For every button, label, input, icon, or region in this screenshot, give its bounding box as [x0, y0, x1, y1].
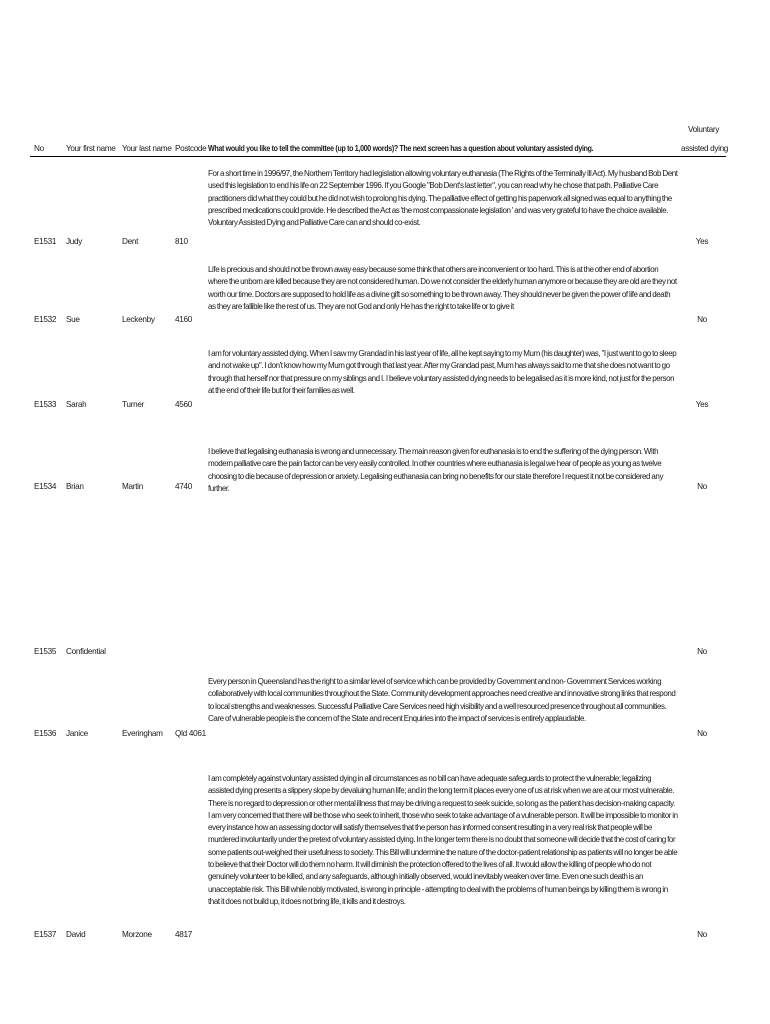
row-last-name: Leckenby: [122, 315, 155, 324]
row-comment: I am for voluntary assisted dying. When I saw my Grandad in his last year of life, all he kept saying to my Mum (his daughter) was, "I just want to go to sleep and not wake up". I don't know how my Mum got through that last year. After my Grandad past, Mum has always said to me that she does not want to go through that herself nor that pressure on my siblings and I. I believe voluntary assisted dying needs to be legalised as it is more kind, not just for the person at the end of their life but for their families as well.: [208, 349, 677, 395]
header-vad-line1: Voluntary: [688, 125, 719, 134]
row-vad: No: [697, 729, 707, 738]
header-postcode: Postcode: [175, 144, 207, 153]
header-last-name: Your last name: [122, 144, 172, 153]
row-last-name: Martin: [122, 482, 143, 491]
row-first-name: David: [66, 930, 86, 939]
header-divider: [30, 156, 726, 157]
row-vad: No: [697, 315, 707, 324]
row-postcode: 4817: [175, 930, 193, 939]
row-vad: No: [697, 482, 707, 491]
row-no: E1532: [34, 315, 57, 324]
row-vad: Yes: [695, 400, 709, 409]
row-no: E1533: [34, 400, 57, 409]
row-postcode: 810: [175, 237, 188, 246]
row-first-name: Sue: [66, 315, 80, 324]
row-no: E1535: [34, 647, 57, 656]
row-vad: No: [697, 930, 707, 939]
row-last-name: Turner: [122, 400, 145, 409]
row-comment: I believe that legalising euthanasia is wrong and unnecessary. The main reason given for euthanasia is to end the suffering of the dying person. With modern palliative care the pain factor can be very easily controlled. In other countries where euthanasia is legal we hear of people as young as twelve choosing to die because of depression or anxiety. Legalising euthanasia can bring no benefits for our state therefore I request it not be considered any further.: [208, 447, 664, 493]
row-first-name: Sarah: [66, 400, 87, 409]
row-vad: No: [697, 647, 707, 656]
row-last-name: Morzone: [122, 930, 152, 939]
row-first-name: Janice: [66, 729, 88, 738]
row-no: E1536: [34, 729, 57, 738]
row-last-name: Everingham: [122, 729, 163, 738]
row-comment: Every person in Queensland has the right to a similar level of service which can be provided by Government and non- Government Services working collaboratively with local communities throughout the State. Community development approaches need creative and innovative strong links that respond to local strengths and weaknesses. Successful Palliative Care Services need high visibility and a well resourced presence throughout all communities. Care of vulnerable people is the concern of the State and recent Enquiries into the impact of services is entirely applaudable.: [208, 677, 676, 723]
row-first-name: Judy: [66, 237, 83, 246]
row-no: E1531: [34, 237, 57, 246]
row-postcode: 4560: [175, 400, 193, 409]
row-comment: Life is precious and should not be thrown away easy because some think that others are inconvenient or too hard. This is at the other end of abortion where the unborn are killed because they are not considered human. Do we not consider the elderly human anymore or because they are old are they not worth our time. Doctors are supposed to hold life as a divine gift so something to be thrown away. They should never be given the power of life and death as they are fallible like the rest of us. They are not God and only He has the right to take life or to give it: [208, 265, 677, 311]
header-no: No: [34, 144, 44, 153]
header-question: What would you like to tell the committee (up to 1,000 words)? The next screen has a question about voluntary assisted dying.: [208, 144, 594, 153]
row-no: E1534: [34, 482, 57, 491]
header-vad-line2: assisted dying: [681, 144, 728, 153]
row-vad: Yes: [695, 237, 709, 246]
row-postcode: 4740: [175, 482, 193, 491]
header-first-name: Your first name: [66, 144, 116, 153]
row-last-name: Dent: [122, 237, 139, 246]
row-postcode: Qld 4061: [175, 729, 206, 738]
row-no: E1537: [34, 930, 57, 939]
row-comment: For a short time in 1996/97, the Northern Territory had legislation allowing voluntary euthanasia (The Rights of the Terminally Ill Act). My husband Bob Dent used this legislation to end his life on 22 September 1996. If you Google "Bob Dent's last letter", you can read why he chose that path. Palliative Care practitioners did what they could but he did not wish to prolong his dying. The palliative effect of getting his paperwork all signed was equal to anything the prescribed medications could provide. He described the Act as 'the most compassionate legislation ' and was very grateful to have the choice available. Voluntary Assisted Dying and Palliative Care can and should co-exist.: [208, 169, 678, 228]
row-comment: I am completely against voluntary assisted dying in all circumstances as no bill can have adequate safeguards to protect the vulnerable; legalizing assisted dying presents a slippery slope by devaluing human life; and in the long term it places every one of us at risk when we are at our most vulnerable. There is no regard to depression or other mental illness that may be driving a request to seek suicide, so long as the patient has decision-making capacity. I am very concerned that there will be those who seek to inherit, those who seek to take advantage of a vulnerable person. It will be impossible to monitor in every instance how an assessing doctor will satisfy themselves that the person has informed consent resulting in a very real risk that people will be murdered involuntarily under the pretext of voluntary assisted dying. In the longer term there is no doubt that someone will decide that the cost of caring for some patients out-weighed their usefulness to society. This Bill will undermine the nature of the doctor-patient relationship as patients will no longer be able to believe that their Doctor will do them no harm. It will diminish the protection offered to the lives of all. It would allow the killing of people who do not genuinely volunteer to be killed, and any safeguards, although initially observed, would inevitably weaken over time. Even one such death is an unacceptable risk. This Bill while nobly motivated, is wrong in principle - attempting to deal with the problems of human beings by killing them is wrong in that it does not build up, it does not bring life, it kills and it destroys.: [208, 774, 678, 906]
row-postcode: 4160: [175, 315, 193, 324]
row-first-name: Brian: [66, 482, 84, 491]
row-first-name: Confidential: [66, 647, 106, 656]
